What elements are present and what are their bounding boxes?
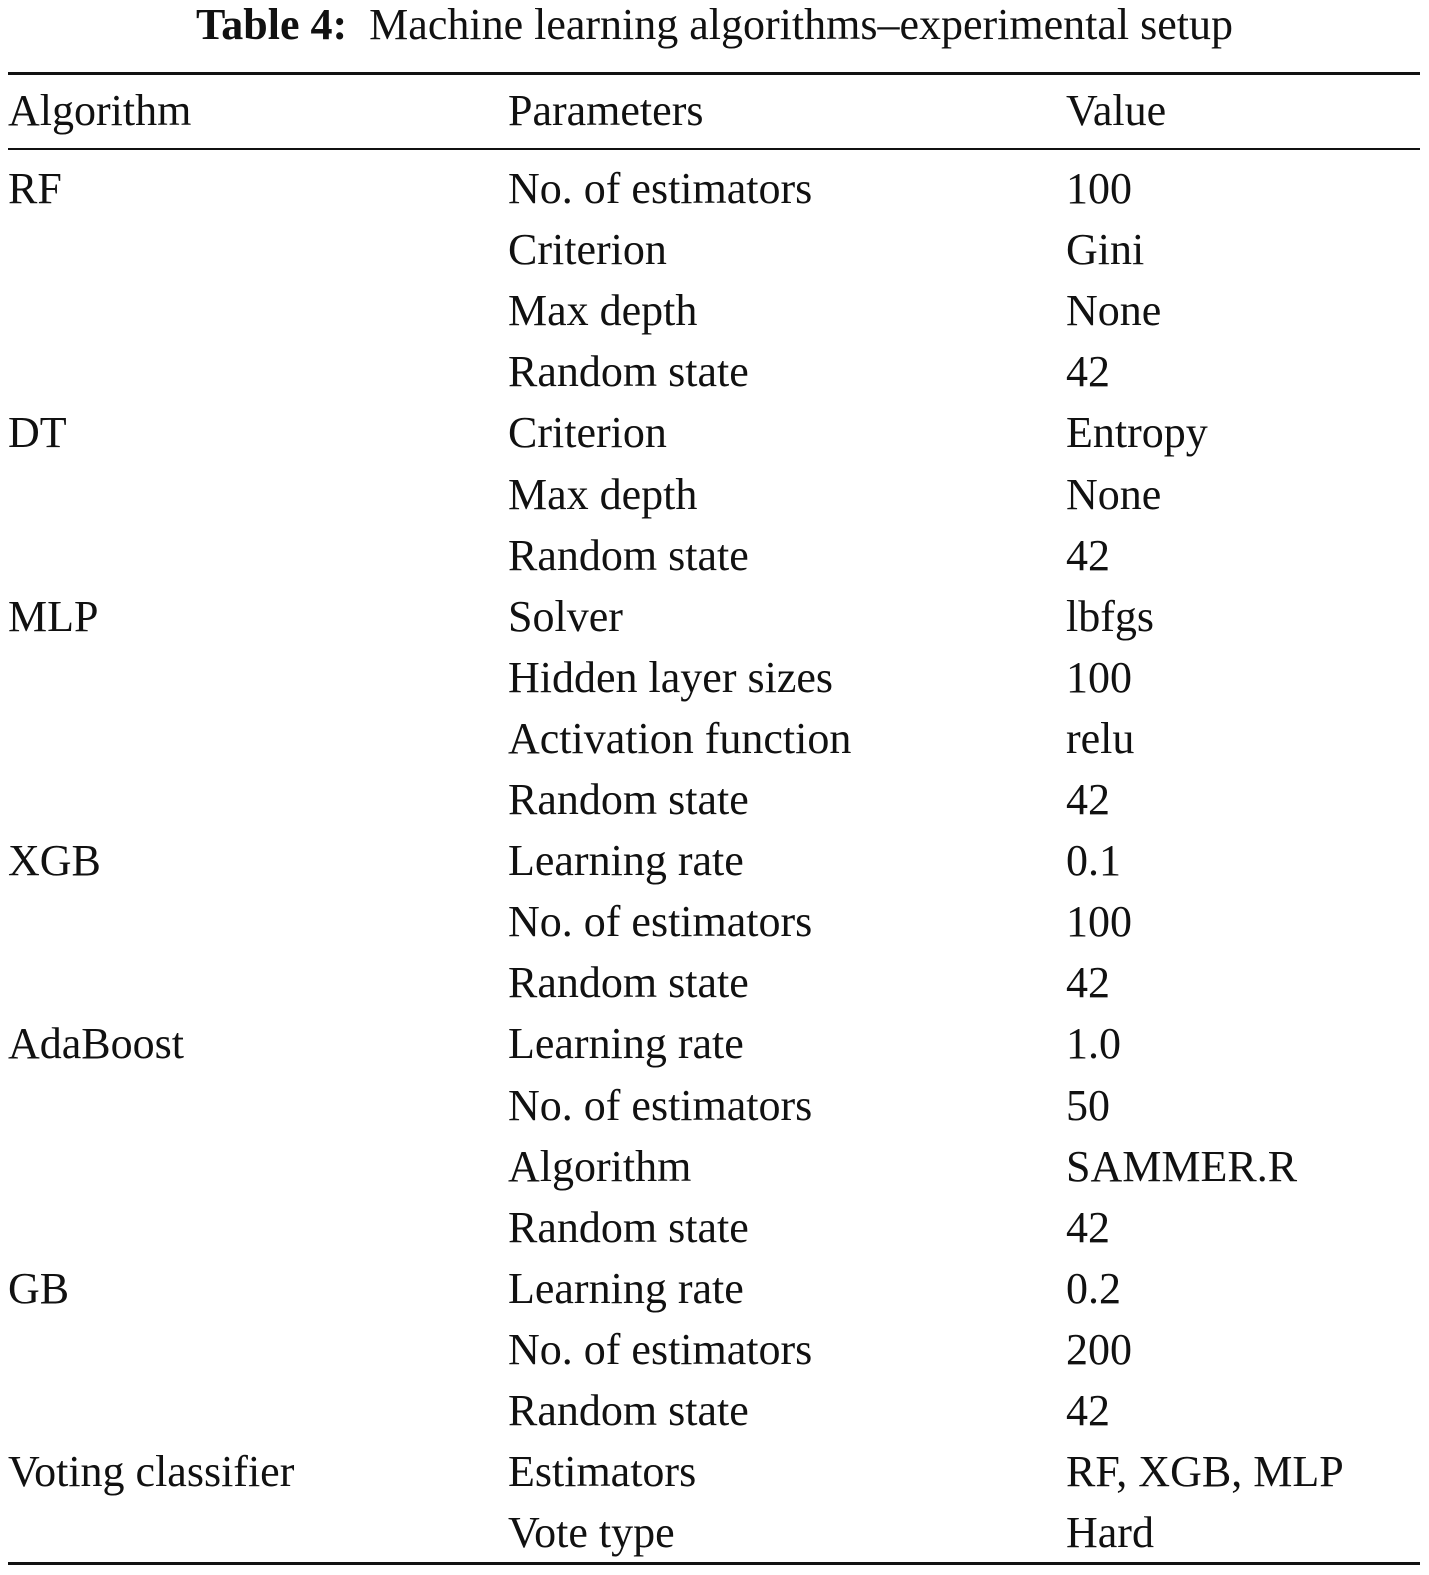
cell-value: SAMMER.R bbox=[1066, 1141, 1298, 1191]
header-algorithm: Algorithm bbox=[8, 86, 192, 135]
cell-parameter: Criterion bbox=[508, 225, 667, 275]
cell-parameter: Max depth bbox=[508, 469, 698, 519]
table-caption bbox=[0, 0, 1429, 50]
table-header-rule bbox=[8, 148, 1420, 150]
cell-algorithm: XGB bbox=[8, 836, 101, 886]
table-row bbox=[0, 1258, 1429, 1319]
table-caption-text: Machine learning algorithms–experimental setup bbox=[369, 0, 1234, 49]
cell-parameter: Max depth bbox=[508, 286, 698, 336]
cell-value: 42 bbox=[1066, 1202, 1110, 1252]
table-row bbox=[0, 830, 1429, 891]
cell-parameter: Random state bbox=[508, 347, 749, 397]
cell-algorithm: MLP bbox=[8, 591, 99, 641]
cell-value: 42 bbox=[1066, 1386, 1110, 1435]
table-row bbox=[0, 1502, 1429, 1563]
table-row bbox=[0, 586, 1429, 647]
cell-parameter: Algorithm bbox=[508, 1141, 692, 1191]
table-row bbox=[0, 1075, 1429, 1136]
table-caption-label: Table 4: bbox=[195, 0, 348, 49]
cell-parameter: Random state bbox=[508, 530, 749, 580]
cell-value: Hard bbox=[1066, 1508, 1154, 1558]
table-row bbox=[0, 891, 1429, 952]
cell-value: 1.0 bbox=[1066, 1019, 1121, 1069]
cell-value: None bbox=[1066, 469, 1162, 519]
cell-parameter: Criterion bbox=[508, 408, 667, 458]
table-row bbox=[0, 1197, 1429, 1258]
table-row bbox=[0, 219, 1429, 280]
cell-value: 100 bbox=[1066, 652, 1132, 702]
table-row bbox=[0, 1319, 1429, 1380]
cell-value: 42 bbox=[1066, 775, 1110, 824]
cell-value: 42 bbox=[1066, 347, 1110, 397]
cell-parameter: Vote type bbox=[508, 1508, 675, 1558]
cell-parameter: Estimators bbox=[508, 1447, 697, 1497]
cell-value: None bbox=[1066, 286, 1162, 336]
cell-value: Gini bbox=[1066, 225, 1145, 275]
cell-value: relu bbox=[1066, 713, 1135, 763]
cell-value: 100 bbox=[1066, 164, 1132, 213]
cell-algorithm: AdaBoost bbox=[8, 1019, 184, 1069]
table-row bbox=[0, 158, 1429, 219]
cell-parameter: Learning rate bbox=[508, 836, 744, 886]
cell-parameter: Activation function bbox=[508, 713, 852, 763]
table-row bbox=[0, 647, 1429, 708]
cell-parameter: Learning rate bbox=[508, 1263, 744, 1313]
cell-value: Entropy bbox=[1066, 408, 1208, 458]
table-row bbox=[0, 769, 1429, 830]
table-bottom-rule bbox=[8, 1562, 1420, 1565]
table-row bbox=[0, 1136, 1429, 1197]
cell-parameter: Random state bbox=[508, 1202, 749, 1252]
table-header-row bbox=[0, 80, 1429, 142]
cell-parameter: No. of estimators bbox=[508, 1080, 813, 1130]
table-row bbox=[0, 464, 1429, 525]
cell-value: 100 bbox=[1066, 897, 1132, 947]
cell-value: 0.1 bbox=[1066, 836, 1121, 886]
cell-parameter: Hidden layer sizes bbox=[508, 652, 833, 702]
cell-parameter: Solver bbox=[508, 591, 623, 641]
cell-value: lbfgs bbox=[1066, 591, 1154, 641]
cell-parameter: No. of estimators bbox=[508, 897, 813, 947]
table-row bbox=[0, 525, 1429, 586]
cell-value: 42 bbox=[1066, 958, 1110, 1008]
cell-value: 42 bbox=[1066, 530, 1110, 580]
table-row bbox=[0, 708, 1429, 769]
cell-value: 200 bbox=[1066, 1324, 1132, 1374]
cell-algorithm: Voting classifier bbox=[8, 1447, 295, 1497]
cell-algorithm: DT bbox=[8, 408, 67, 458]
cell-value: RF, XGB, MLP bbox=[1066, 1447, 1344, 1497]
table-row bbox=[0, 1441, 1429, 1502]
cell-parameter: Random state bbox=[508, 958, 749, 1008]
table-row bbox=[0, 952, 1429, 1013]
cell-parameter: Random state bbox=[508, 1386, 749, 1435]
table-top-rule bbox=[8, 72, 1420, 75]
cell-parameter: No. of estimators bbox=[508, 164, 813, 213]
table-row bbox=[0, 1380, 1429, 1441]
cell-parameter: No. of estimators bbox=[508, 1324, 813, 1374]
header-parameters: Parameters bbox=[508, 86, 704, 135]
table-row bbox=[0, 341, 1429, 402]
cell-algorithm: RF bbox=[8, 164, 62, 213]
cell-algorithm: GB bbox=[8, 1263, 70, 1313]
header-value: Value bbox=[1066, 86, 1167, 135]
cell-value: 50 bbox=[1066, 1080, 1110, 1130]
cell-value: 0.2 bbox=[1066, 1263, 1121, 1313]
table-row bbox=[0, 1013, 1429, 1074]
cell-parameter: Learning rate bbox=[508, 1019, 744, 1069]
table-row bbox=[0, 402, 1429, 463]
table-row bbox=[0, 280, 1429, 341]
cell-parameter: Random state bbox=[508, 775, 749, 824]
